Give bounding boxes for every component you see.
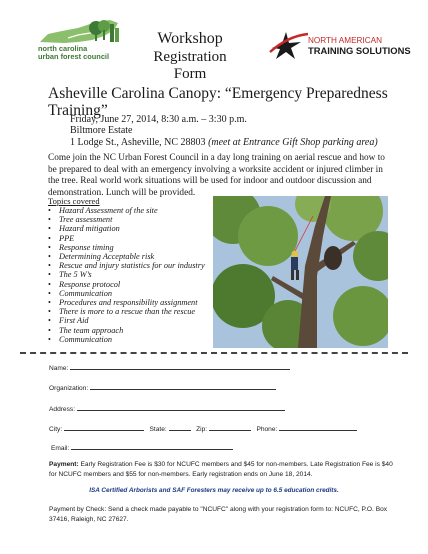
topic-item: • The 5 W’s (48, 270, 205, 279)
payment-paragraph (49, 460, 399, 480)
address-row (49, 404, 285, 413)
topic-item: • The team approach (48, 326, 205, 335)
address-field[interactable] (77, 404, 285, 411)
form-title-line1: Workshop (157, 30, 223, 47)
topic-item: • Tree assessment (48, 215, 205, 224)
ncufc-logo-line1: north carolina (38, 44, 88, 53)
topics-heading: Topics covered (48, 196, 100, 206)
name-label: Name: (49, 365, 69, 372)
phone-label: Phone: (256, 426, 278, 433)
organization-row (49, 383, 276, 392)
topic-item: • Response timing (48, 243, 205, 252)
nats-logo-line2: TRAINING SOLUTIONS (308, 45, 411, 56)
name-row (49, 363, 290, 372)
form-title-line2: Registration Form (153, 49, 227, 82)
city-row (49, 424, 357, 433)
event-address: 1 Lodge St., Asheville, NC 28803 (70, 137, 206, 148)
topic-item: • Hazard mitigation (48, 224, 205, 233)
state-field[interactable] (169, 424, 191, 431)
ncufc-logo-line2: urban forest council (38, 52, 110, 61)
city-label: City: (49, 426, 63, 433)
phone-field[interactable] (279, 424, 357, 431)
zip-field[interactable] (209, 424, 251, 431)
state-label: State: (149, 426, 167, 433)
isa-credits-note: ISA Certified Arborists and SAF Foresters may receive up to 6.5 education credits. (89, 487, 339, 494)
nats-logo-line1: NORTH AMERICAN (308, 36, 382, 45)
tree-climber-photo (213, 196, 388, 348)
topic-item: • Communication (48, 289, 205, 298)
city-field[interactable] (64, 424, 144, 431)
topic-item: • Hazard Assessment of the site (48, 206, 205, 215)
topic-item: • There is more to a rescue than the rescue (48, 307, 205, 316)
topic-item: • Procedures and responsibility assignment (48, 298, 205, 307)
topic-item: • Response protocol (48, 280, 205, 289)
organization-label: Organization: (49, 385, 89, 392)
email-field[interactable] (71, 443, 233, 450)
event-address-note: (meet at Entrance Gift Shop parking area) (208, 137, 378, 148)
payment-label: Payment: (49, 461, 79, 468)
event-venue: Biltmore Estate (70, 125, 133, 136)
organization-field[interactable] (90, 383, 276, 390)
topic-item: • Determining Acceptable risk (48, 252, 205, 261)
payment-fees: Early Registration Fee is $30 for NCUFC members and $45 for non-members. Late Registration Fee is $40 for NCUFC members and $55 for non-members. Early registration ends on June 18, 2014. (49, 461, 393, 478)
event-intro-paragraph: Come join the NC Urban Forest Council in a day long training on aerial rescue and how to be prepared to deal with an emergency involving a worksite accident or injured climber in the tree. Real world work situations will be used for indoor and outdoor discussion and demonstration. Lunch will be provided. (48, 153, 385, 198)
topic-item: • First Aid (48, 316, 205, 325)
check-payment-instructions: Payment by Check: Send a check made payable to "NCUFC" along with your registration form to: NCUFC, P.O. Box 37416, Raleigh, NC 27627. (49, 506, 388, 523)
topic-item: • Communication (48, 335, 205, 344)
event-date-time: Friday, June 27, 2014, 8:30 a.m. – 3:30 p.m. (70, 114, 247, 125)
cut-line-divider (20, 352, 408, 354)
topic-item: • Rescue and injury statistics for our industry (48, 261, 205, 270)
nats-logo (268, 26, 418, 62)
topic-item: • PPE (48, 234, 205, 243)
event-title: Asheville Carolina Canopy: “Emergency Preparedness Training” (48, 85, 388, 119)
zip-label: Zip: (196, 426, 208, 433)
name-field[interactable] (70, 363, 290, 370)
email-label: Email: (51, 445, 70, 452)
event-address-row (70, 137, 378, 148)
address-label: Address: (49, 406, 76, 413)
email-row (51, 443, 233, 452)
topics-list (48, 206, 205, 344)
